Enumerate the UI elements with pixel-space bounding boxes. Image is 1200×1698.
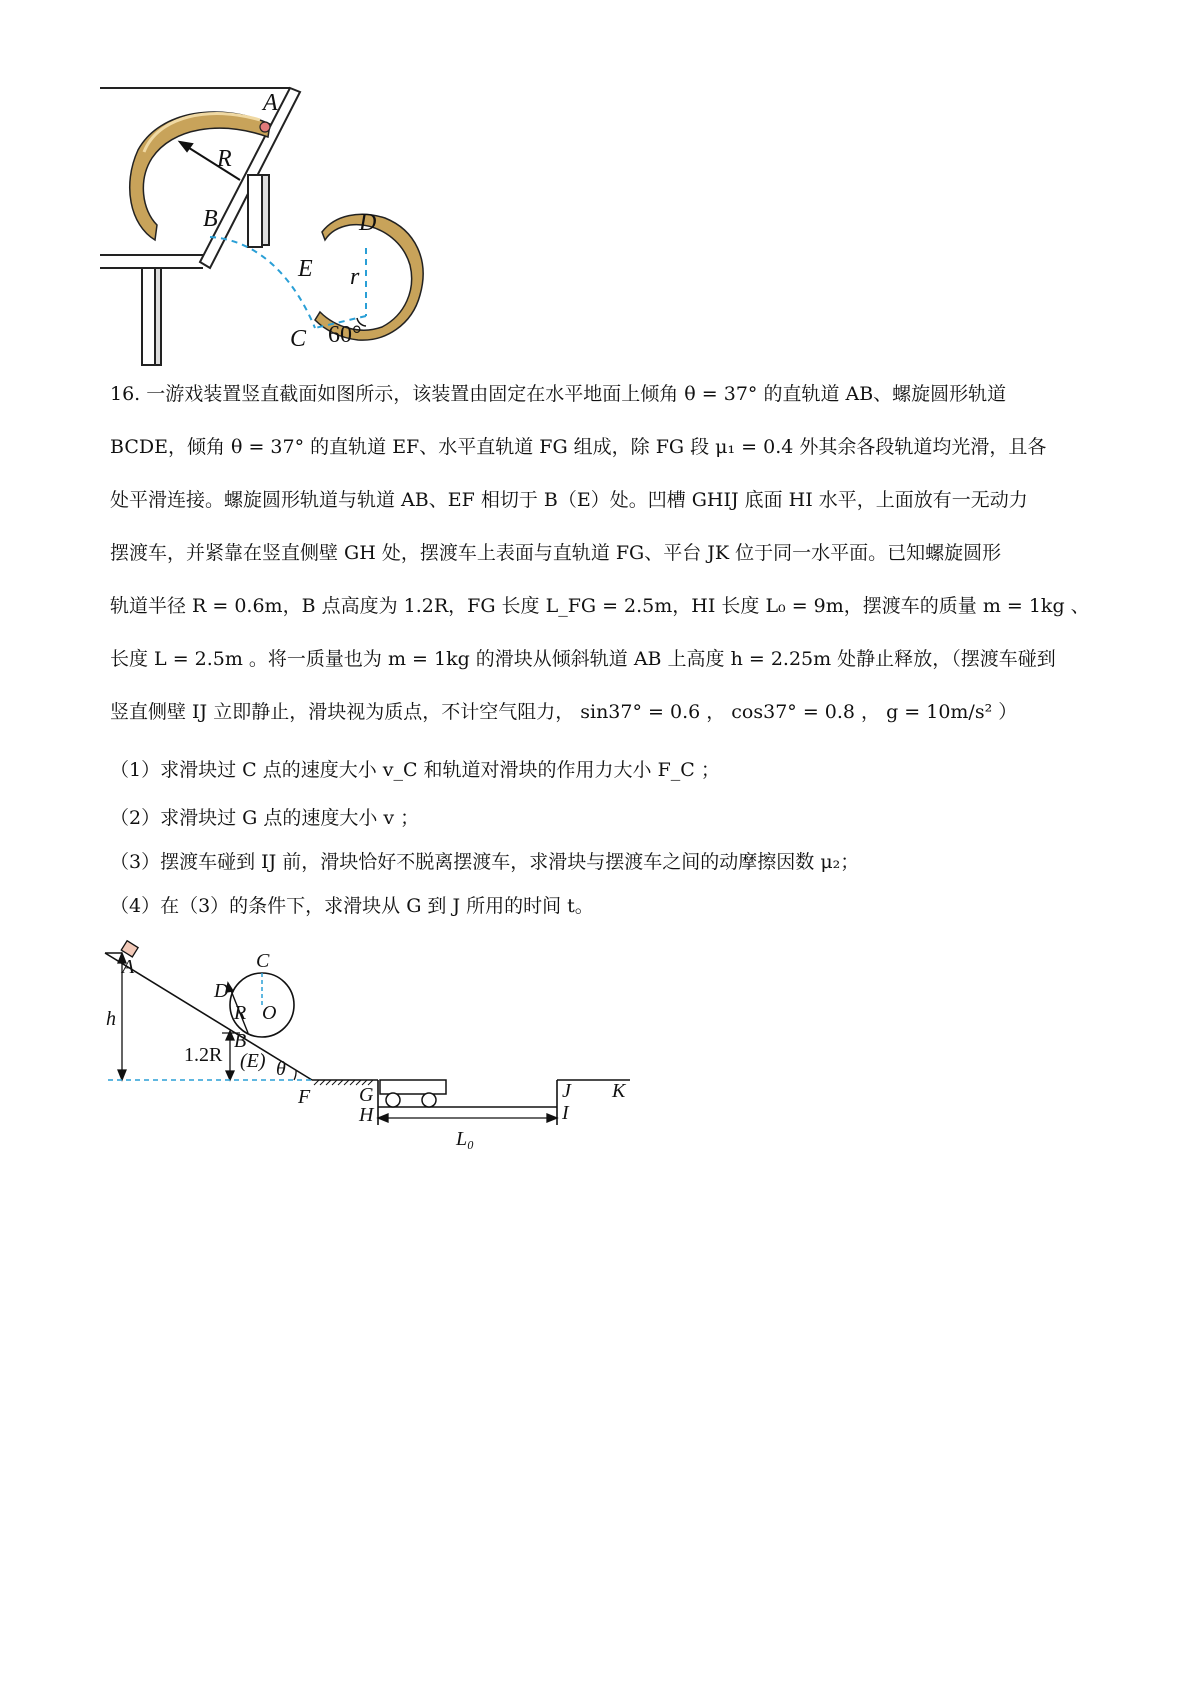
label-J: J [562,1080,571,1102]
label-R2: R [234,1002,247,1024]
problem-line-7: 竖直侧壁 IJ 立即静止，滑块视为质点，不计空气阻力， sin37° = 0.6 ， cos37° = 0.8 ， g = 10m/s² ） [110,701,1018,723]
label-L0: L₀ [456,1128,475,1150]
problem-line-1: 16. 一游戏装置竖直截面如图所示，该装置由固定在水平地面上倾角 θ = 37° 的直轨道 AB、螺旋圆形轨道 [110,383,1007,405]
label-theta: θ [276,1058,286,1080]
figure-schematic [100,935,660,1155]
problem-line-4: 摆渡车，并紧靠在竖直侧壁 GH 处，摆渡车上表面与直轨道 FG、平台 JK 位于同一水平面。已知螺旋圆形 [110,542,1002,564]
label-h: h [106,1008,116,1030]
problem-line-3: 处平滑连接。螺旋圆形轨道与轨道 AB、EF 相切于 B（E）处。凹槽 GHIJ 底面 HI 水平，上面放有一无动力 [110,489,1028,511]
label-A: A [263,90,278,116]
question-1: （1）求滑块过 C 点的速度大小 v_C 和轨道对滑块的作用力大小 F_C ； [110,759,720,781]
label-H: H [359,1104,374,1126]
problem-line-6: 长度 L = 2.5m 。将一质量也为 m = 1kg 的滑块从倾斜轨道 AB 上高度 h = 2.25m 处静止释放，（摆渡车碰到 [110,648,1056,670]
theta-arc [294,1070,296,1080]
question-4: （4）在（3）的条件下，求滑块从 G 到 J 所用的时间 t。 [110,895,594,917]
slider-block [121,941,138,957]
figure-track-3d [100,80,440,370]
label-r: r [350,264,360,290]
label-D: D [359,210,377,236]
label-I: I [562,1102,569,1124]
label-E2: (E) [240,1050,266,1072]
dashed-lines [210,237,366,328]
label-R: R [217,146,232,172]
label-F: F [298,1086,311,1108]
label-12R: 1.2R [184,1044,223,1066]
label-E: E [298,256,313,282]
problem-line-2: BCDE，倾角 θ = 37° 的直轨道 EF、水平直轨道 FG 组成，除 FG 段 μ₁ = 0.4 外其余各段轨道均光滑，且各 [110,436,1047,458]
L0-dimension [378,1114,557,1122]
problem-line-5: 轨道半径 R = 0.6m，B 点高度为 1.2R，FG 长度 L_FG = 2.5m，HI 长度 L₀ = 9m，摆渡车的质量 m = 1kg 、 [110,595,1090,617]
ball-icon [260,122,270,132]
label-B: B [203,206,218,232]
label-A2: A [122,956,135,978]
label-K: K [612,1080,626,1102]
label-C2: C [256,950,270,972]
question-3: （3）摆渡车碰到 IJ 前，滑块恰好不脱离摆渡车，求滑块与摆渡车之间的动摩擦因数 μ₂； [110,851,860,873]
label-G: G [359,1084,374,1106]
label-B2: B [234,1030,247,1052]
label-C: C [290,326,307,352]
label-D2: D [214,980,229,1002]
ferry-cart [380,1080,446,1107]
question-2: （2）求滑块过 G 点的速度大小 v ； [110,807,420,829]
label-angle: 60° [328,322,362,348]
label-O: O [262,1002,277,1024]
